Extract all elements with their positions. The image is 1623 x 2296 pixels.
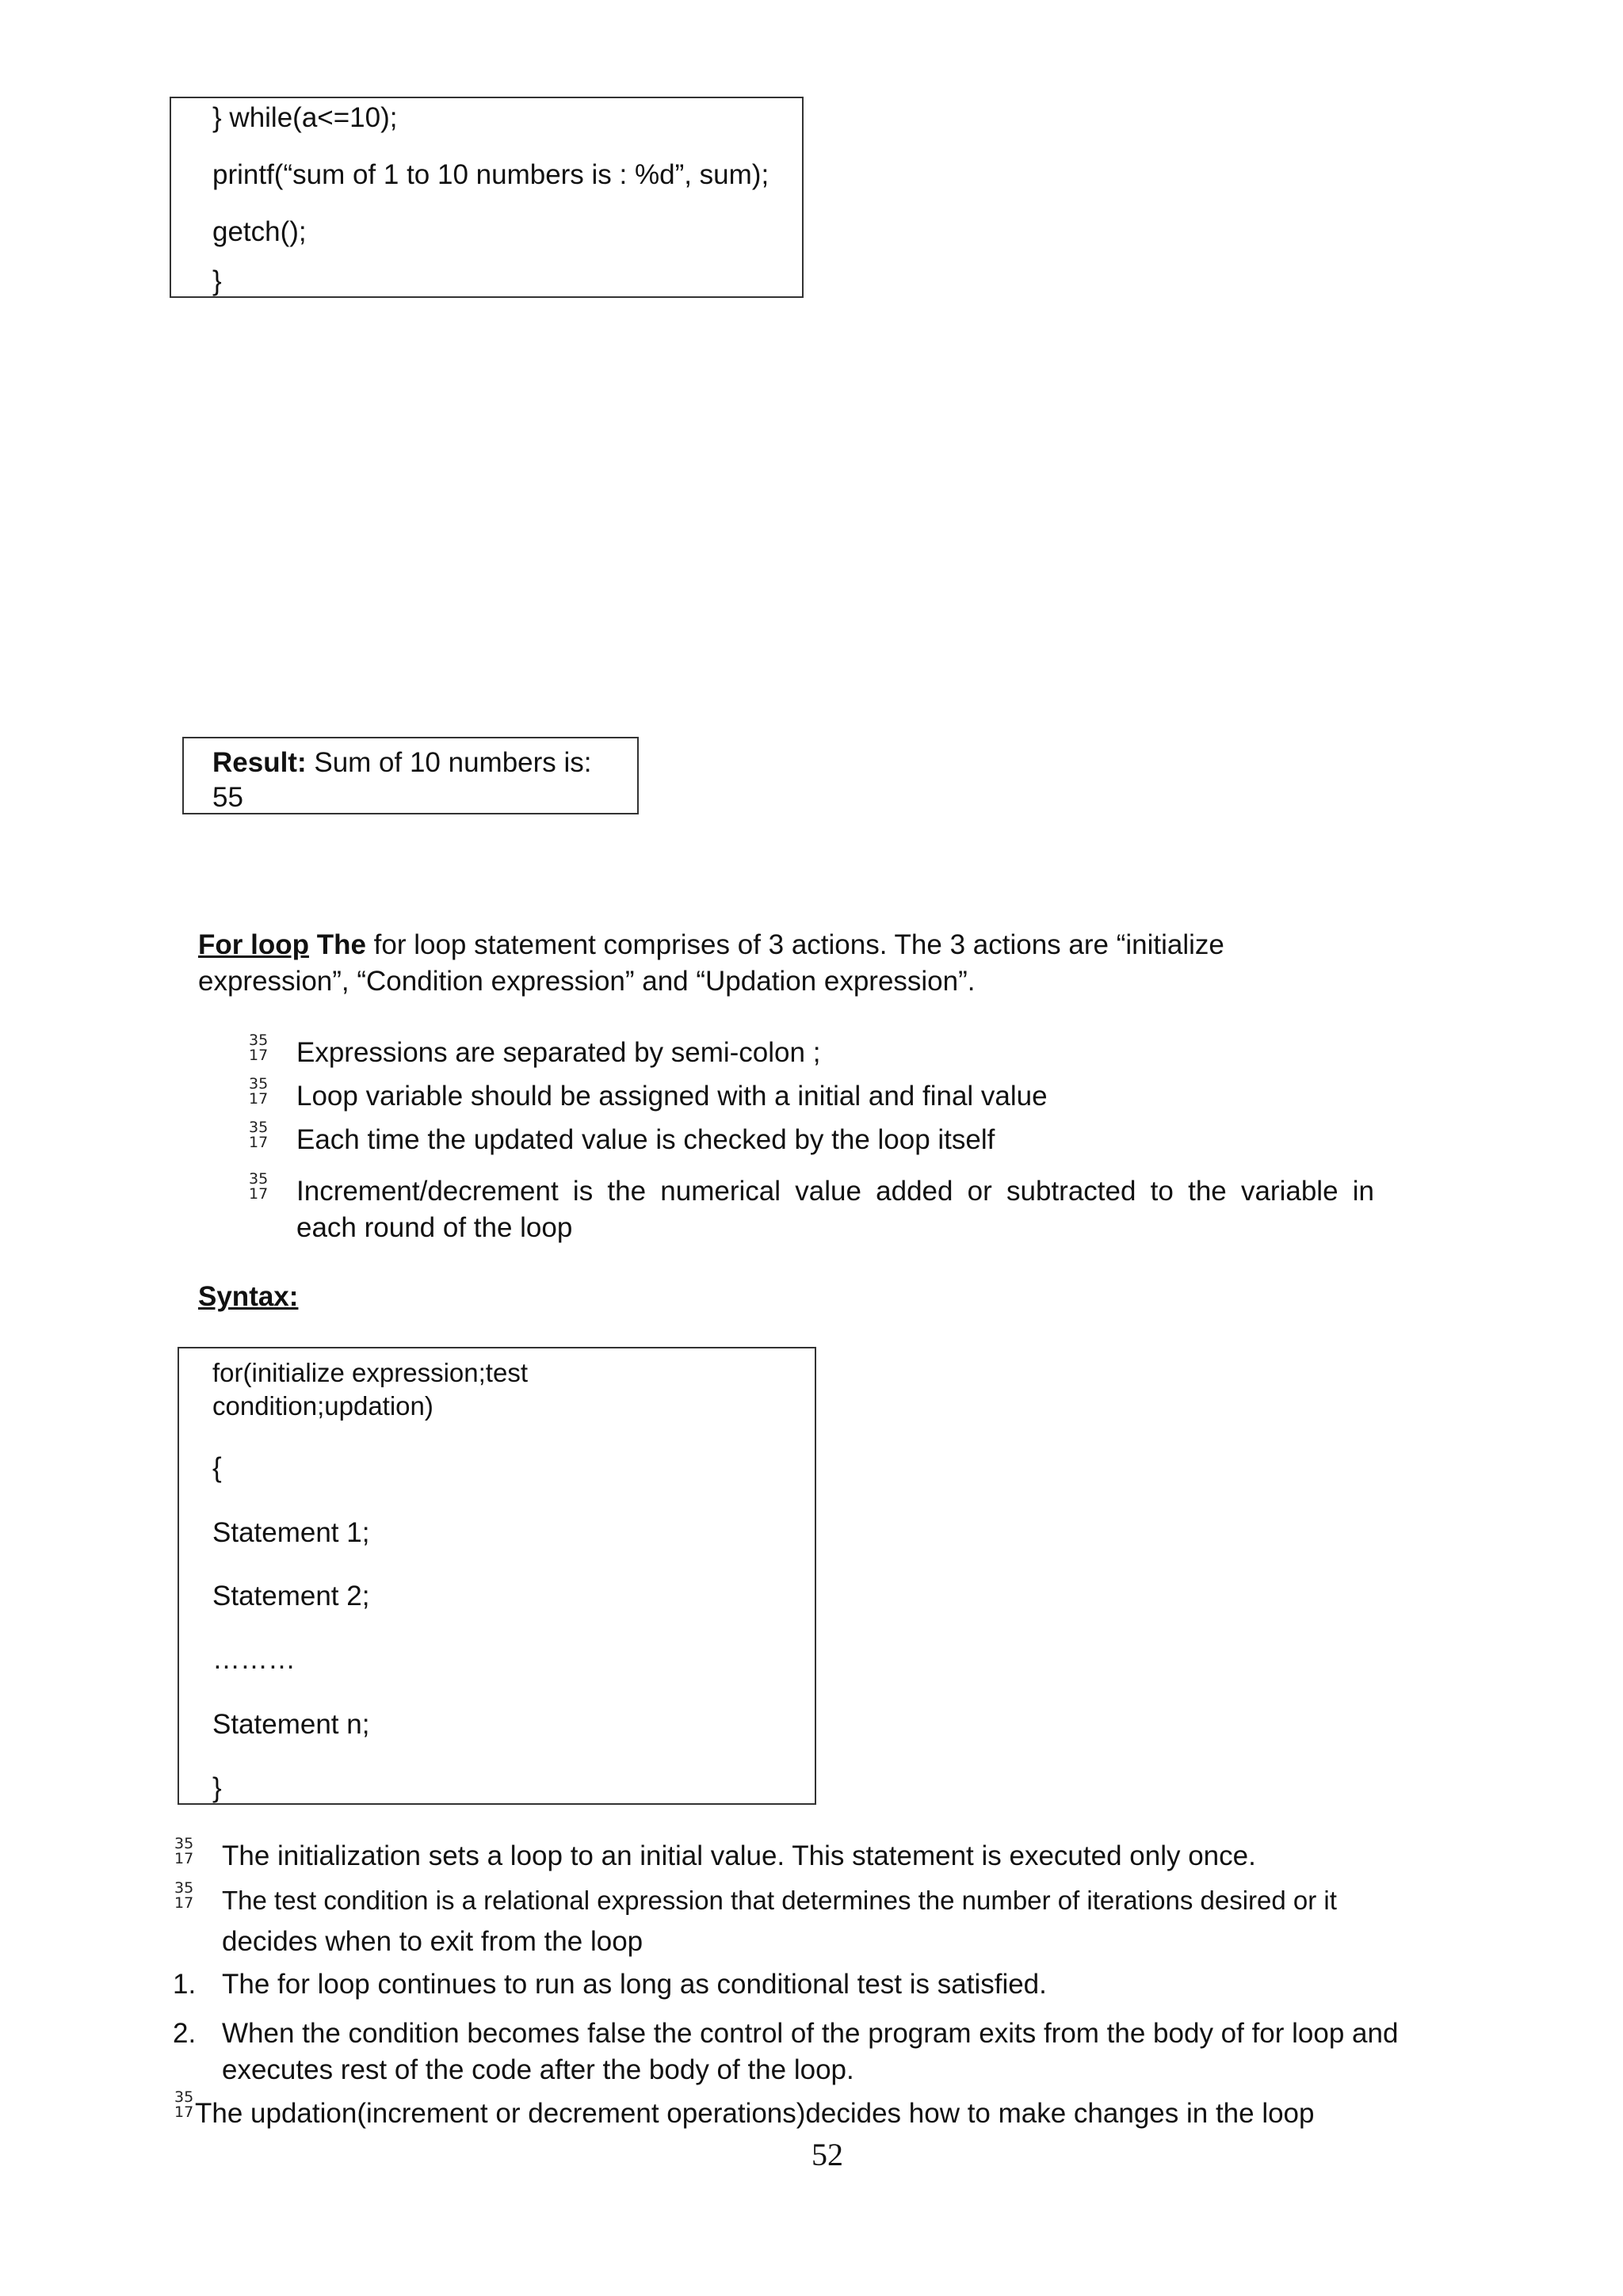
bullet-icon: 35 17 xyxy=(249,1075,269,1108)
bullet-icon: 35 17 xyxy=(174,1879,194,1912)
bullet-icon: 35 17 xyxy=(174,1835,194,1867)
bullet-text-continued: each round of the loop xyxy=(296,1212,573,1243)
list-text: When the condition becomes false the control of the program exits from the body of for loop and xyxy=(222,2018,1399,2049)
bullet-text: Each time the updated value is checked by the loop itself xyxy=(296,1124,995,1155)
syntax-line: condition;updation) xyxy=(212,1391,433,1421)
note-text: The test condition is a relational expression that determines the number of iterations desired or it xyxy=(222,1886,1337,1915)
note-text: The updation(increment or decrement operations)decides how to make changes in the loop xyxy=(195,2098,1315,2129)
bullet-icon: 35 17 xyxy=(249,1170,269,1203)
note-text-continued: decides when to exit from the loop xyxy=(222,1926,643,1957)
page-number: 52 xyxy=(812,2137,843,2172)
for-loop-heading: For loop xyxy=(198,929,309,960)
syntax-heading: Syntax: xyxy=(198,1281,299,1312)
result-label: Result: xyxy=(212,747,307,778)
bullet-text: Increment/decrement is the numerical value added or subtracted to the variable in xyxy=(296,1176,1374,1207)
list-number: 1. xyxy=(173,1969,197,2000)
syntax-line: Statement n; xyxy=(212,1709,370,1740)
list-text-continued: executes rest of the code after the body of the loop. xyxy=(222,2054,854,2085)
list-text: The for loop continues to run as long as conditional test is satisfied. xyxy=(222,1969,1047,2000)
code-line: } xyxy=(212,265,222,296)
for-loop-intro-line1 xyxy=(198,927,1224,963)
syntax-line: } xyxy=(212,1772,222,1803)
code-line: printf(“sum of 1 to 10 numbers is : %d”, sum); xyxy=(212,159,769,190)
bullet-icon: 35 17 xyxy=(174,2088,194,2121)
bullet-text: Expressions are separated by semi-colon ; xyxy=(296,1037,821,1068)
bullet-icon: 35 17 xyxy=(249,1032,269,1064)
note-text: The initialization sets a loop to an initial value. This statement is executed only once. xyxy=(222,1840,1256,1871)
bullet-icon: 35 17 xyxy=(249,1119,269,1151)
syntax-line: ……… xyxy=(212,1644,296,1675)
syntax-line: Statement 1; xyxy=(212,1517,370,1548)
result-value: 55 xyxy=(212,782,243,813)
code-line: } while(a<=10); xyxy=(212,102,398,133)
for-loop-intro-text: for loop statement comprises of 3 actions. The 3 actions are “initialize xyxy=(365,929,1224,960)
for-loop-intro-line2: expression”, “Condition expression” and “Updation expression”. xyxy=(198,966,976,997)
result-line xyxy=(212,745,592,781)
syntax-line: Statement 2; xyxy=(212,1581,370,1611)
syntax-line: for(initialize expression;test xyxy=(212,1358,528,1387)
result-text: Sum of 10 numbers is: xyxy=(306,747,592,778)
code-line: getch(); xyxy=(212,216,307,247)
bullet-text: Loop variable should be assigned with a initial and final value xyxy=(296,1081,1048,1112)
list-number: 2. xyxy=(173,2018,197,2049)
for-loop-heading-bold: The xyxy=(308,929,366,960)
syntax-line: { xyxy=(212,1452,222,1483)
